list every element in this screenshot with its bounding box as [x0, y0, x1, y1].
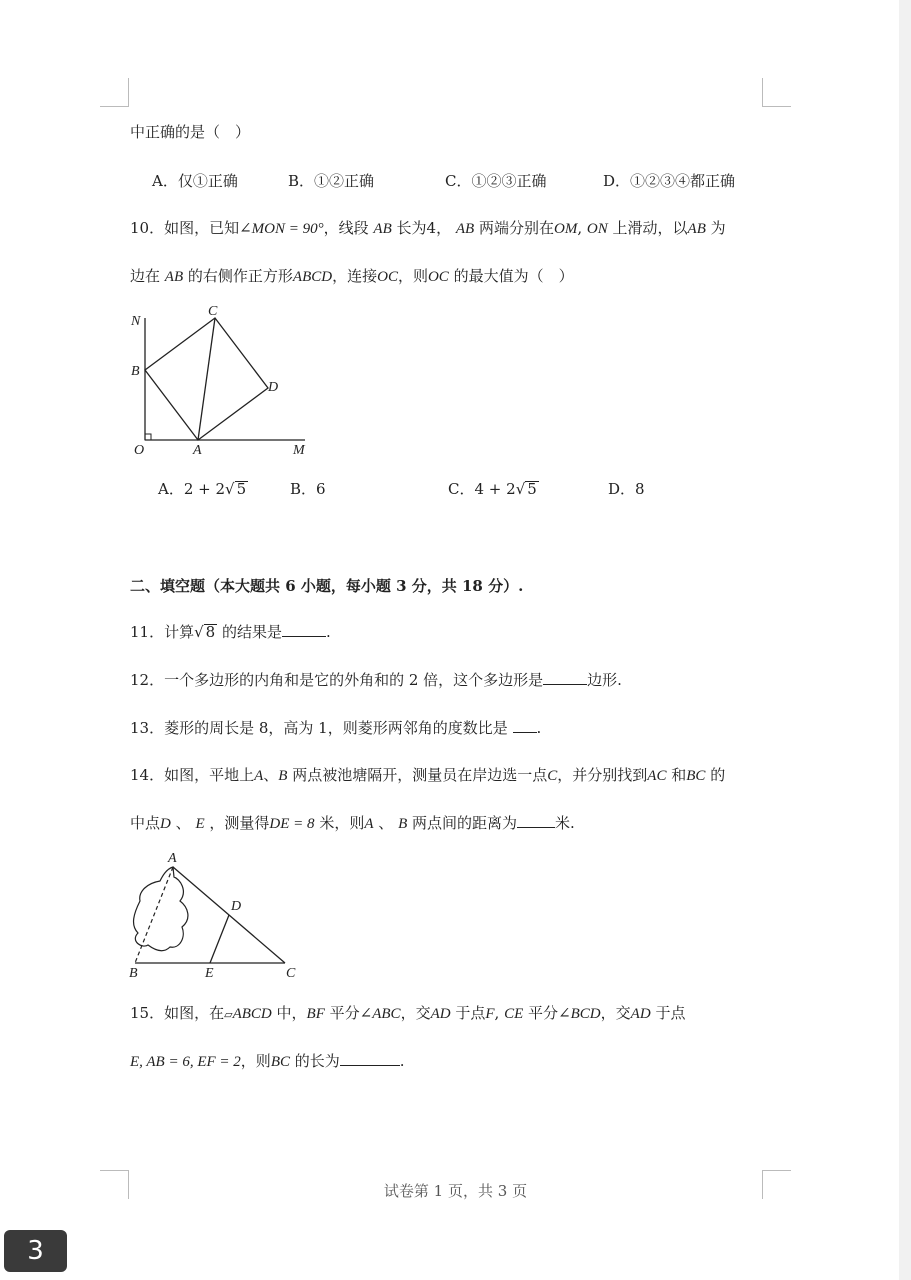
q12: 12．一个多边形的内角和是它的外角和的 2 倍，这个多边形是 边形. — [130, 671, 622, 689]
section-2-title: 二、填空题（本大题共 6 小题，每小题 3 分，共 18 分）. — [130, 577, 524, 595]
segment-ac — [198, 318, 215, 440]
q9-option-b: B．①②正确 — [288, 172, 375, 190]
q10-line-2: 边在 AB 的右侧作正方形ABCD，连接OC，则OC 的最大值为（ ） — [130, 267, 574, 285]
q11: 11．计算√ 8 的结果是 . — [130, 623, 331, 641]
page-number-badge[interactable]: 3 — [4, 1230, 67, 1272]
label-a: A — [193, 443, 202, 458]
right-angle-mark — [145, 434, 151, 440]
q9-option-d: D．①②③④都正确 — [603, 172, 736, 190]
label-e: E — [205, 966, 214, 981]
crop-mark-top-left — [100, 78, 129, 107]
q10-option-a: A．2 + 2√ 5 — [158, 480, 247, 498]
label-d: D — [268, 380, 279, 395]
label-c: C — [208, 304, 218, 319]
pond-outline — [134, 867, 188, 951]
label-c: C — [286, 966, 296, 981]
q9-continuation: 中正确的是（ ） — [130, 123, 251, 141]
q10-option-b: B．6 — [290, 480, 326, 498]
label-o: O — [134, 443, 145, 458]
label-b: B — [131, 364, 140, 379]
label-a: A — [168, 851, 177, 866]
q14-figure — [120, 845, 310, 983]
scrollbar-track[interactable] — [899, 0, 911, 1280]
q10-figure — [120, 298, 320, 463]
q15-line-2: E, AB = 6, EF = 2，则BC 的长为 . — [130, 1052, 405, 1070]
label-m: M — [293, 443, 305, 458]
label-d: D — [231, 899, 242, 914]
q10-line-1: 10．如图，已知∠MON = 90°，线段 AB 长为4， AB 两端分别在OM, ON 上滑动，以AB 为 — [130, 219, 726, 237]
q10-option-c: C．4 + 2√ 5 — [448, 480, 537, 498]
label-b: B — [129, 966, 138, 981]
q10-option-d: D．8 — [608, 480, 645, 498]
q9-option-c: C．①②③正确 — [445, 172, 547, 190]
q14-line-2: 中点D 、 E ，测量得DE = 8 米，则A 、 B 两点间的距离为 米. — [130, 814, 575, 832]
segment-de — [210, 915, 229, 963]
q15-line-1: 15．如图，在▱ABCD 中，BF 平分∠ABC，交AD 于点F, CE 平分∠BCD，交AD 于点 — [130, 1004, 686, 1022]
q9-option-a: A．仅①正确 — [152, 172, 238, 190]
crop-mark-top-right — [762, 78, 791, 107]
q13: 13．菱形的周长是 8，高为 1，则菱形两邻角的度数比是 . — [130, 719, 542, 737]
page-footer: 试卷第 1 页，共 3 页 — [383, 1182, 528, 1200]
label-n: N — [131, 314, 141, 329]
q14-line-1: 14．如图，平地上A、B 两点被池塘隔开，测量员在岸边选一点C，并分别找到AC 和BC 的 — [130, 766, 726, 784]
